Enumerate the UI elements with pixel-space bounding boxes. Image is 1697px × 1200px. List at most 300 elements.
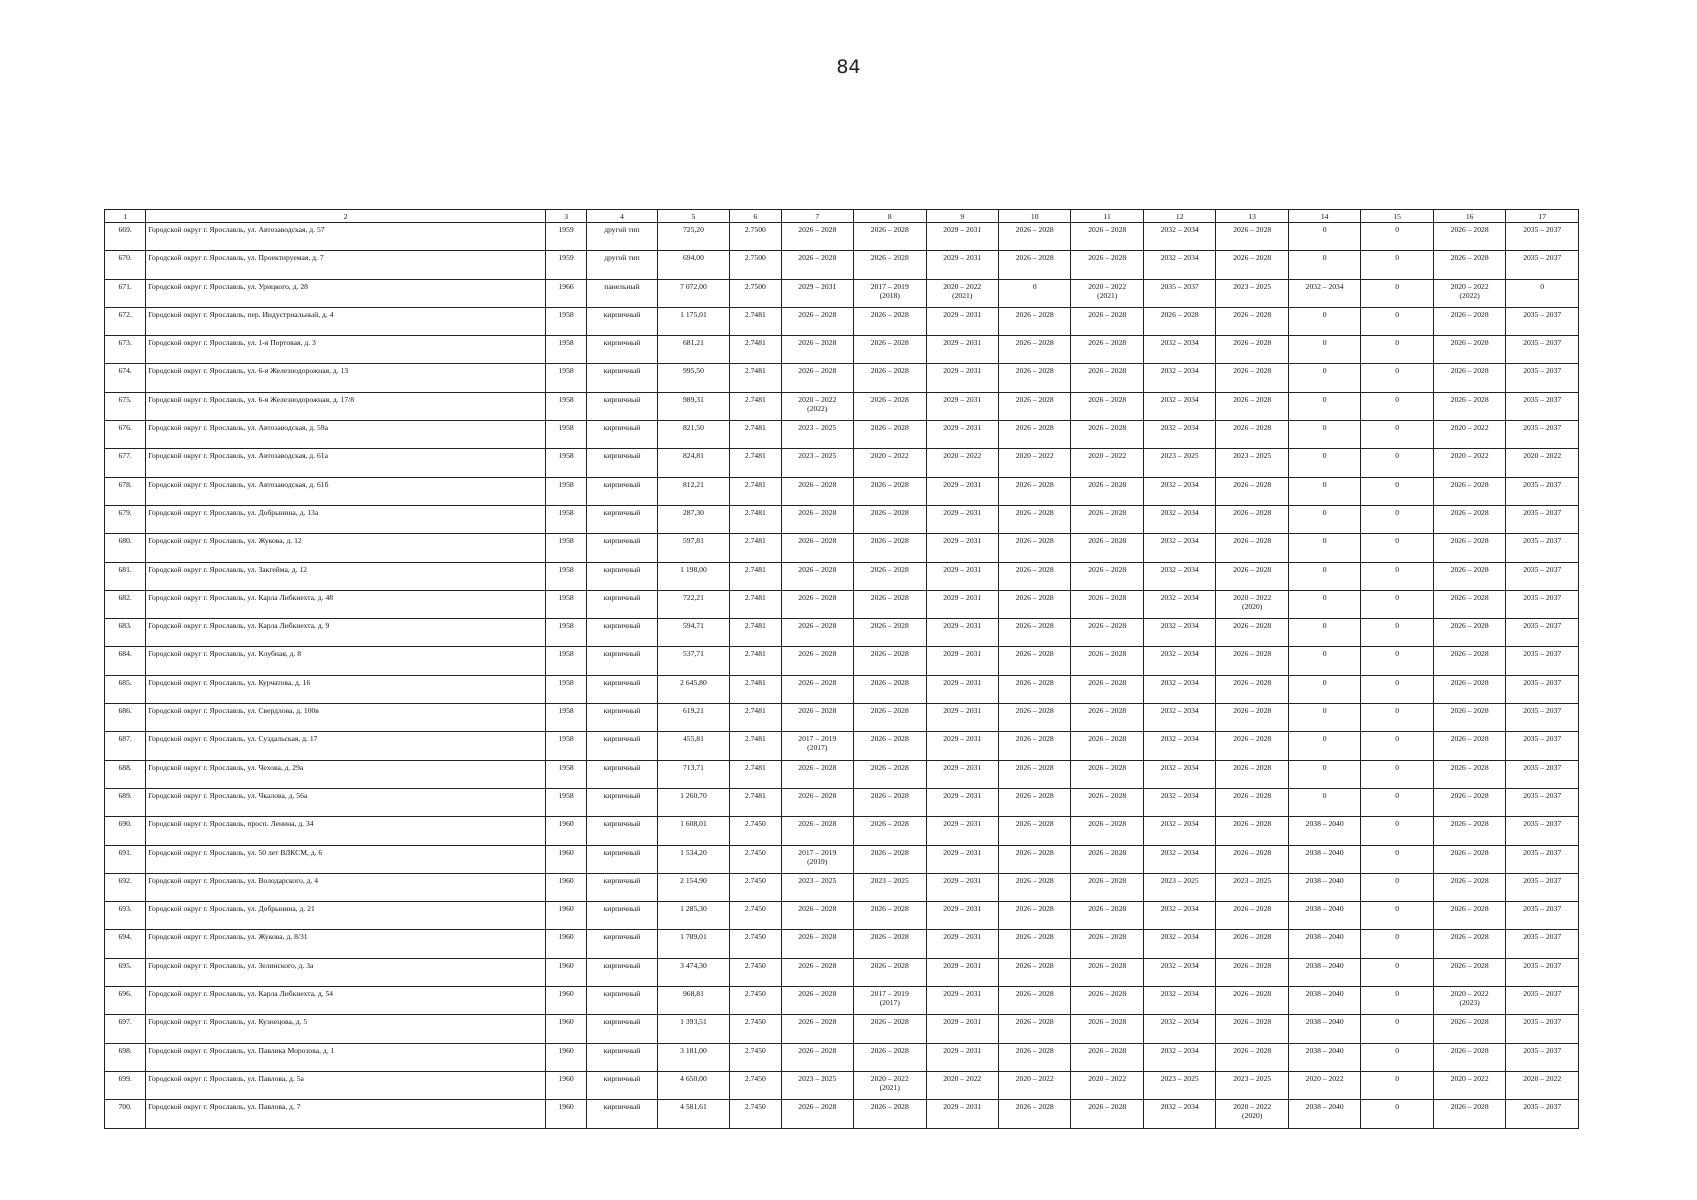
- row-number-cell: 681.: [105, 562, 146, 590]
- value-cell: 2026 – 2028: [781, 817, 853, 845]
- value-cell: 2032 – 2034: [1143, 590, 1215, 618]
- value-cell: 0: [1361, 1100, 1433, 1128]
- value-cell: 2026 – 2028: [1433, 251, 1505, 279]
- value-cell: 1960: [545, 1015, 586, 1043]
- value-cell: 0: [1361, 704, 1433, 732]
- value-cell: 2026 – 2028: [854, 307, 926, 335]
- value-cell: 1958: [545, 505, 586, 533]
- value-cell: кирпичный: [587, 1071, 657, 1099]
- value-cell: 2026 – 2028: [854, 619, 926, 647]
- value-cell: 2026 – 2028: [781, 987, 853, 1015]
- value-cell: 2020 – 2022: [1288, 1071, 1360, 1099]
- value-cell: 0: [1288, 675, 1360, 703]
- value-cell: 2026 – 2028: [998, 392, 1070, 420]
- value-cell: 2029 – 2031: [926, 562, 998, 590]
- value-cell: 2026 – 2028: [998, 336, 1070, 364]
- address-cell: Городской округ г. Ярославль, просп. Ленина, д. 34: [146, 817, 546, 845]
- table-row: [105, 760, 1579, 788]
- row-number-cell: 689.: [105, 788, 146, 816]
- value-cell: 1960: [545, 987, 586, 1015]
- value-cell: кирпичный: [587, 704, 657, 732]
- value-cell: 2026 – 2028: [781, 562, 853, 590]
- address-cell: Городской округ г. Ярославль, ул. Кузнецова, д. 5: [146, 1015, 546, 1043]
- value-cell: другой тип: [587, 223, 657, 251]
- value-cell: 2026 – 2028: [781, 477, 853, 505]
- address-cell: Городской округ г. Ярославль, ул. Проектируемая, д. 7: [146, 251, 546, 279]
- column-header-5: 5: [657, 210, 729, 223]
- address-cell: Городской округ г. Ярославль, ул. Автозаводская, д. 61б: [146, 477, 546, 505]
- address-cell: Городской округ г. Ярославль, ул. Павлика Морозова, д. 1: [146, 1043, 546, 1071]
- value-cell: 2029 – 2031: [926, 1100, 998, 1128]
- column-header-2: 2: [146, 210, 546, 223]
- value-cell: 2 645,80: [657, 675, 729, 703]
- table-row: [105, 251, 1579, 279]
- row-number-cell: 690.: [105, 817, 146, 845]
- value-cell: 1958: [545, 307, 586, 335]
- value-cell: 2026 – 2028: [1433, 505, 1505, 533]
- value-cell: 2035 – 2037: [1506, 505, 1579, 533]
- value-cell: 2020 – 2022: [926, 449, 998, 477]
- value-cell: 2026 – 2028: [1216, 562, 1288, 590]
- row-number-cell: 676.: [105, 421, 146, 449]
- value-cell: 0: [1288, 760, 1360, 788]
- value-cell: 2026 – 2028: [1433, 477, 1505, 505]
- value-cell: 2023 – 2025: [1143, 1071, 1215, 1099]
- value-cell: 2.7500: [730, 223, 781, 251]
- value-cell: 2035 – 2037: [1506, 1043, 1579, 1071]
- table-row: [105, 336, 1579, 364]
- value-cell: 2029 – 2031: [926, 534, 998, 562]
- value-cell: 0: [1506, 279, 1579, 307]
- column-header-14: 14: [1288, 210, 1360, 223]
- value-cell: 2.7481: [730, 590, 781, 618]
- value-cell: 2026 – 2028: [1433, 223, 1505, 251]
- address-cell: Городской округ г. Ярославль, ул. Суздальская, д. 17: [146, 732, 546, 760]
- value-cell: 0: [1361, 987, 1433, 1015]
- value-cell: 2.7481: [730, 732, 781, 760]
- address-cell: Городской округ г. Ярославль, ул. 1-я Портовая, д. 3: [146, 336, 546, 364]
- value-cell: 2026 – 2028: [854, 477, 926, 505]
- value-cell: 2017 – 2019 (2017): [854, 987, 926, 1015]
- column-header-9: 9: [926, 210, 998, 223]
- value-cell: 2.7481: [730, 505, 781, 533]
- row-number-cell: 691.: [105, 845, 146, 873]
- address-cell: Городской округ г. Ярославль, ул. Свердлова, д. 100в: [146, 704, 546, 732]
- value-cell: 2020 – 2022 (2022): [781, 392, 853, 420]
- value-cell: 2020 – 2022 (2021): [926, 279, 998, 307]
- value-cell: 2.7481: [730, 760, 781, 788]
- value-cell: 2026 – 2028: [1433, 675, 1505, 703]
- value-cell: 2026 – 2028: [1433, 647, 1505, 675]
- value-cell: 2026 – 2028: [1433, 1015, 1505, 1043]
- value-cell: 2023 – 2025: [1216, 1071, 1288, 1099]
- value-cell: кирпичный: [587, 930, 657, 958]
- value-cell: 2026 – 2028: [1071, 392, 1143, 420]
- value-cell: 2026 – 2028: [781, 958, 853, 986]
- value-cell: 2026 – 2028: [998, 817, 1070, 845]
- column-header-1: 1: [105, 210, 146, 223]
- column-header-6: 6: [730, 210, 781, 223]
- value-cell: 0: [1288, 619, 1360, 647]
- value-cell: 2026 – 2028: [998, 364, 1070, 392]
- value-cell: 2026 – 2028: [854, 505, 926, 533]
- value-cell: 2032 – 2034: [1143, 704, 1215, 732]
- table-row: [105, 958, 1579, 986]
- value-cell: 2032 – 2034: [1143, 675, 1215, 703]
- table-row: [105, 845, 1579, 873]
- value-cell: кирпичный: [587, 421, 657, 449]
- value-cell: 2035 – 2037: [1506, 958, 1579, 986]
- value-cell: 0: [1288, 534, 1360, 562]
- row-number-cell: 672.: [105, 307, 146, 335]
- value-cell: 2026 – 2028: [998, 845, 1070, 873]
- housing-register-table: [104, 209, 1579, 1129]
- value-cell: 0: [1288, 562, 1360, 590]
- value-cell: 2026 – 2028: [854, 732, 926, 760]
- value-cell: 2026 – 2028: [854, 336, 926, 364]
- value-cell: 2026 – 2028: [781, 336, 853, 364]
- value-cell: 2020 – 2022: [998, 449, 1070, 477]
- page-number: 84: [836, 56, 861, 78]
- value-cell: 2026 – 2028: [998, 505, 1070, 533]
- value-cell: 2020 – 2022: [854, 449, 926, 477]
- value-cell: 2026 – 2028: [998, 732, 1070, 760]
- value-cell: 2.7500: [730, 279, 781, 307]
- value-cell: 2032 – 2034: [1143, 251, 1215, 279]
- value-cell: 2035 – 2037: [1506, 392, 1579, 420]
- value-cell: панельный: [587, 279, 657, 307]
- value-cell: 2029 – 2031: [926, 590, 998, 618]
- value-cell: 2.7481: [730, 647, 781, 675]
- value-cell: 2026 – 2028: [1216, 307, 1288, 335]
- address-cell: Городской округ г. Ярославль, ул. Павлова, д. 7: [146, 1100, 546, 1128]
- row-number-cell: 674.: [105, 364, 146, 392]
- value-cell: 2029 – 2031: [926, 987, 998, 1015]
- value-cell: 1958: [545, 590, 586, 618]
- value-cell: 2035 – 2037: [1506, 647, 1579, 675]
- value-cell: 2032 – 2034: [1143, 930, 1215, 958]
- value-cell: 2026 – 2028: [1071, 930, 1143, 958]
- value-cell: 4 650,00: [657, 1071, 729, 1099]
- value-cell: 0: [1288, 590, 1360, 618]
- value-cell: 2026 – 2028: [854, 958, 926, 986]
- value-cell: 2.7450: [730, 817, 781, 845]
- column-header-10: 10: [998, 210, 1070, 223]
- value-cell: 2026 – 2028: [854, 788, 926, 816]
- value-cell: 2026 – 2028: [1071, 1100, 1143, 1128]
- row-number-cell: 695.: [105, 958, 146, 986]
- value-cell: 2026 – 2028: [998, 788, 1070, 816]
- column-header-3: 3: [545, 210, 586, 223]
- value-cell: 2032 – 2034: [1143, 1100, 1215, 1128]
- value-cell: 2.7481: [730, 421, 781, 449]
- value-cell: 2035 – 2037: [1506, 534, 1579, 562]
- value-cell: 0: [1288, 307, 1360, 335]
- value-cell: 537,71: [657, 647, 729, 675]
- value-cell: 2.7450: [730, 930, 781, 958]
- value-cell: 2026 – 2028: [1433, 392, 1505, 420]
- column-header-11: 11: [1071, 210, 1143, 223]
- value-cell: 2023 – 2025: [1216, 873, 1288, 901]
- value-cell: 0: [1288, 364, 1360, 392]
- row-number-cell: 671.: [105, 279, 146, 307]
- value-cell: 2029 – 2031: [926, 1043, 998, 1071]
- value-cell: 2026 – 2028: [781, 307, 853, 335]
- value-cell: 0: [1361, 421, 1433, 449]
- value-cell: 2026 – 2028: [998, 590, 1070, 618]
- value-cell: 2026 – 2028: [854, 1100, 926, 1128]
- table-row: [105, 704, 1579, 732]
- value-cell: кирпичный: [587, 760, 657, 788]
- value-cell: кирпичный: [587, 1043, 657, 1071]
- value-cell: 2032 – 2034: [1143, 619, 1215, 647]
- value-cell: 2.7450: [730, 987, 781, 1015]
- table-row: [105, 647, 1579, 675]
- value-cell: 2035 – 2037: [1506, 704, 1579, 732]
- value-cell: 2.7450: [730, 958, 781, 986]
- value-cell: 2026 – 2028: [998, 307, 1070, 335]
- value-cell: 7 072,00: [657, 279, 729, 307]
- value-cell: 2032 – 2034: [1143, 534, 1215, 562]
- value-cell: 2026 – 2028: [1216, 1043, 1288, 1071]
- value-cell: 594,71: [657, 619, 729, 647]
- value-cell: кирпичный: [587, 619, 657, 647]
- value-cell: 995,50: [657, 364, 729, 392]
- address-cell: Городской округ г. Ярославль, ул. Карла Либкнехта, д. 54: [146, 987, 546, 1015]
- value-cell: 2026 – 2028: [1071, 845, 1143, 873]
- value-cell: 2026 – 2028: [781, 788, 853, 816]
- value-cell: 2.7450: [730, 1043, 781, 1071]
- address-cell: Городской округ г. Ярославль, ул. 6-я Железнодорожная, д. 17/8: [146, 392, 546, 420]
- value-cell: 2020 – 2022 (2023): [1433, 987, 1505, 1015]
- address-cell: Городской округ г. Ярославль, пер. Индустриальный, д. 4: [146, 307, 546, 335]
- value-cell: 3 474,30: [657, 958, 729, 986]
- value-cell: 0: [1361, 251, 1433, 279]
- value-cell: 2020 – 2022 (2020): [1216, 590, 1288, 618]
- value-cell: 2035 – 2037: [1506, 845, 1579, 873]
- value-cell: 2026 – 2028: [1071, 732, 1143, 760]
- value-cell: 2026 – 2028: [998, 902, 1070, 930]
- value-cell: 2026 – 2028: [998, 1100, 1070, 1128]
- value-cell: 0: [1361, 279, 1433, 307]
- value-cell: 287,30: [657, 505, 729, 533]
- value-cell: 2.7481: [730, 449, 781, 477]
- value-cell: 2029 – 2031: [926, 223, 998, 251]
- value-cell: 2026 – 2028: [998, 534, 1070, 562]
- address-cell: Городской округ г. Ярославль, ул. Чкалова, д. 56а: [146, 788, 546, 816]
- value-cell: 2020 – 2022 (2021): [1071, 279, 1143, 307]
- value-cell: 2029 – 2031: [926, 307, 998, 335]
- value-cell: 1958: [545, 647, 586, 675]
- value-cell: 2038 – 2040: [1288, 1043, 1360, 1071]
- value-cell: 2026 – 2028: [1216, 732, 1288, 760]
- value-cell: 0: [1361, 930, 1433, 958]
- row-number-cell: 669.: [105, 223, 146, 251]
- value-cell: 2026 – 2028: [1071, 619, 1143, 647]
- value-cell: 1958: [545, 449, 586, 477]
- value-cell: 0: [1361, 562, 1433, 590]
- value-cell: 1958: [545, 336, 586, 364]
- value-cell: 2032 – 2034: [1143, 421, 1215, 449]
- value-cell: 1958: [545, 392, 586, 420]
- value-cell: 1958: [545, 760, 586, 788]
- value-cell: 2026 – 2028: [854, 421, 926, 449]
- value-cell: 2026 – 2028: [781, 364, 853, 392]
- value-cell: 2.7500: [730, 251, 781, 279]
- value-cell: 2026 – 2028: [998, 223, 1070, 251]
- value-cell: 2026 – 2028: [781, 704, 853, 732]
- value-cell: 2026 – 2028: [781, 1015, 853, 1043]
- value-cell: кирпичный: [587, 873, 657, 901]
- value-cell: 2035 – 2037: [1506, 873, 1579, 901]
- value-cell: 2026 – 2028: [1071, 647, 1143, 675]
- value-cell: 2.7481: [730, 307, 781, 335]
- value-cell: 2032 – 2034: [1143, 364, 1215, 392]
- value-cell: 2026 – 2028: [854, 902, 926, 930]
- value-cell: 2038 – 2040: [1288, 930, 1360, 958]
- value-cell: 2026 – 2028: [854, 251, 926, 279]
- value-cell: 2038 – 2040: [1288, 1100, 1360, 1128]
- value-cell: 2026 – 2028: [1071, 817, 1143, 845]
- value-cell: 2020 – 2022: [1071, 1071, 1143, 1099]
- table-row: [105, 902, 1579, 930]
- value-cell: 1958: [545, 562, 586, 590]
- value-cell: 2026 – 2028: [1433, 845, 1505, 873]
- value-cell: 2026 – 2028: [854, 534, 926, 562]
- value-cell: 2020 – 2022 (2021): [854, 1071, 926, 1099]
- value-cell: 0: [1361, 392, 1433, 420]
- value-cell: 2.7481: [730, 336, 781, 364]
- value-cell: 2026 – 2028: [854, 364, 926, 392]
- value-cell: 2029 – 2031: [926, 902, 998, 930]
- value-cell: 2026 – 2028: [1216, 505, 1288, 533]
- value-cell: 1966: [545, 279, 586, 307]
- row-number-cell: 696.: [105, 987, 146, 1015]
- value-cell: 1958: [545, 364, 586, 392]
- value-cell: 1960: [545, 902, 586, 930]
- value-cell: 2.7481: [730, 562, 781, 590]
- value-cell: 2032 – 2034: [1143, 1015, 1215, 1043]
- value-cell: 2035 – 2037: [1506, 817, 1579, 845]
- value-cell: 2023 – 2025: [781, 873, 853, 901]
- address-cell: Городской округ г. Ярославль, ул. Курчатова, д. 16: [146, 675, 546, 703]
- value-cell: 2026 – 2028: [1071, 958, 1143, 986]
- value-cell: 1959: [545, 251, 586, 279]
- value-cell: кирпичный: [587, 732, 657, 760]
- value-cell: 2032 – 2034: [1143, 1043, 1215, 1071]
- value-cell: 2032 – 2034: [1288, 279, 1360, 307]
- value-cell: 2026 – 2028: [854, 845, 926, 873]
- value-cell: 2026 – 2028: [1216, 675, 1288, 703]
- value-cell: 2026 – 2028: [1216, 251, 1288, 279]
- value-cell: 2029 – 2031: [926, 732, 998, 760]
- value-cell: 2026 – 2028: [781, 251, 853, 279]
- value-cell: 1958: [545, 477, 586, 505]
- value-cell: 2026 – 2028: [998, 477, 1070, 505]
- value-cell: 2029 – 2031: [926, 873, 998, 901]
- value-cell: 0: [1361, 675, 1433, 703]
- value-cell: 0: [1361, 449, 1433, 477]
- value-cell: 2035 – 2037: [1506, 307, 1579, 335]
- value-cell: 2026 – 2028: [781, 590, 853, 618]
- row-number-cell: 683.: [105, 619, 146, 647]
- value-cell: 0: [1361, 534, 1433, 562]
- value-cell: 2026 – 2028: [1433, 619, 1505, 647]
- value-cell: 1958: [545, 788, 586, 816]
- value-cell: 0: [1361, 873, 1433, 901]
- value-cell: 0: [1361, 477, 1433, 505]
- column-header-4: 4: [587, 210, 657, 223]
- value-cell: 2026 – 2028: [854, 704, 926, 732]
- value-cell: 2035 – 2037: [1506, 1100, 1579, 1128]
- value-cell: 2026 – 2028: [1433, 902, 1505, 930]
- value-cell: 2026 – 2028: [1071, 902, 1143, 930]
- value-cell: 0: [1361, 1071, 1433, 1099]
- value-cell: 2026 – 2028: [1433, 873, 1505, 901]
- value-cell: 2.7450: [730, 873, 781, 901]
- column-number-row: [105, 210, 1579, 223]
- value-cell: 1959: [545, 223, 586, 251]
- value-cell: 2.7481: [730, 675, 781, 703]
- value-cell: 0: [1361, 619, 1433, 647]
- value-cell: 2026 – 2028: [854, 590, 926, 618]
- value-cell: 2020 – 2022: [998, 1071, 1070, 1099]
- value-cell: 2.7450: [730, 1015, 781, 1043]
- value-cell: 2026 – 2028: [1433, 534, 1505, 562]
- row-number-cell: 680.: [105, 534, 146, 562]
- row-number-cell: 688.: [105, 760, 146, 788]
- value-cell: 2.7481: [730, 788, 781, 816]
- value-cell: 0: [1288, 732, 1360, 760]
- value-cell: 1958: [545, 675, 586, 703]
- value-cell: 2026 – 2028: [1216, 364, 1288, 392]
- table-row: [105, 449, 1579, 477]
- value-cell: 2026 – 2028: [854, 647, 926, 675]
- address-cell: Городской округ г. Ярославль, ул. Урицкого, д. 28: [146, 279, 546, 307]
- value-cell: 725,20: [657, 223, 729, 251]
- value-cell: 1 285,30: [657, 902, 729, 930]
- value-cell: 2032 – 2034: [1143, 958, 1215, 986]
- value-cell: 2026 – 2028: [998, 562, 1070, 590]
- value-cell: 2.7481: [730, 392, 781, 420]
- value-cell: 2026 – 2028: [1216, 477, 1288, 505]
- value-cell: 2026 – 2028: [1433, 364, 1505, 392]
- value-cell: 2023 – 2025: [1216, 279, 1288, 307]
- value-cell: 0: [1288, 421, 1360, 449]
- value-cell: 0: [1361, 732, 1433, 760]
- value-cell: 2017 – 2019 (2019): [781, 845, 853, 873]
- value-cell: 2026 – 2028: [1071, 421, 1143, 449]
- value-cell: 2026 – 2028: [1216, 788, 1288, 816]
- value-cell: 2029 – 2031: [926, 675, 998, 703]
- value-cell: 1 198,00: [657, 562, 729, 590]
- value-cell: кирпичный: [587, 562, 657, 590]
- value-cell: 2026 – 2028: [1071, 873, 1143, 901]
- value-cell: 2026 – 2028: [1216, 647, 1288, 675]
- value-cell: 2017 – 2019 (2017): [781, 732, 853, 760]
- address-cell: Городской округ г. Ярославль, ул. Володарского, д. 4: [146, 873, 546, 901]
- value-cell: 2026 – 2028: [1433, 788, 1505, 816]
- value-cell: 0: [1288, 223, 1360, 251]
- value-cell: 2029 – 2031: [781, 279, 853, 307]
- value-cell: 0: [1361, 1043, 1433, 1071]
- table-row: [105, 1043, 1579, 1071]
- value-cell: 2032 – 2034: [1143, 562, 1215, 590]
- table-row: [105, 1100, 1579, 1128]
- value-cell: 2026 – 2028: [1216, 760, 1288, 788]
- value-cell: 2026 – 2028: [1071, 364, 1143, 392]
- value-cell: 2026 – 2028: [854, 1043, 926, 1071]
